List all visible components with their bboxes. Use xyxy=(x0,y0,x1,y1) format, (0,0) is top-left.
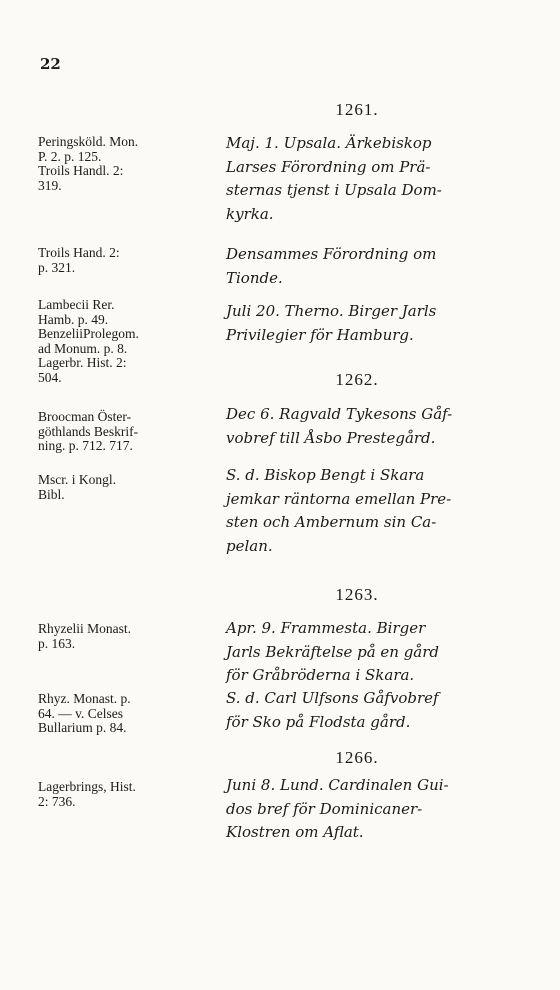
entry-text xyxy=(226,464,522,558)
year-heading: 1262. xyxy=(335,370,379,389)
entry-text xyxy=(226,617,522,688)
entry-date: Juli 20. xyxy=(226,302,280,320)
entry-source-note: Rhyzelii Monast. p. 163. xyxy=(38,621,131,651)
entry-body: Lund. Cardinalen Gui- dos bref för Dominicaner- Klostren om Aflat. xyxy=(226,776,449,841)
entry-date: Juni 8. xyxy=(226,776,276,794)
entry-source-note: Lambecii Rer. Hamb. p. 49. BenzeliiProlegom. ad Monum. p. 8. Lagerbr. Hist. 2: 504. xyxy=(38,297,139,385)
year-heading: 1261. xyxy=(335,100,379,119)
year-heading: 1263. xyxy=(335,585,379,604)
entry-source-note: Rhyz. Monast. p. 64. — v. Celses Bullarium p. 84. xyxy=(38,691,131,735)
entry-body: Therno. Birger Jarls Privilegier för Hamburg. xyxy=(226,302,437,344)
entry-source-note: Troils Hand. 2: p. 321. xyxy=(38,245,120,275)
entry-text xyxy=(226,132,522,226)
entry-date: Maj. 1. xyxy=(226,134,279,152)
entry-body: Densammes Förordning om Tionde. xyxy=(226,245,437,287)
entry-body: Ragvald Tykesons Gåf- vobref till Åsbo Prestegård. xyxy=(226,405,453,447)
entry-source-note: Broocman Öster- göthlands Beskrif- ning. p. 712. 717. xyxy=(38,409,139,453)
entry-body: Frammesta. Birger Jarls Bekräftelse på en gård för Gråbröderna i Skara. xyxy=(226,619,440,684)
entry-date: Apr. 9. xyxy=(226,619,276,637)
entry-text xyxy=(226,403,522,450)
entry-date: S. d. xyxy=(226,689,260,707)
entry-source-note: Lagerbrings, Hist. 2: 736. xyxy=(38,779,136,809)
entry-body: Carl Ulfsons Gåfvobref för Sko på Flodsta gård. xyxy=(226,689,439,731)
year-heading: 1266. xyxy=(335,748,379,767)
entry-body: Upsala. Ärkebiskop Larses Förordning om Prä- sternas tjenst i Upsala Dom- kyrka. xyxy=(226,134,442,223)
entry-body: Biskop Bengt i Skara jemkar räntorna emellan Pre- sten och Ambernum sin Ca- pelan. xyxy=(226,466,452,555)
entry-source-note: Peringsköld. Mon. P. 2. p. 125. Troils Handl. 2: 319. xyxy=(38,134,139,193)
entry-date: Dec 6. xyxy=(226,405,275,423)
entry-text xyxy=(226,774,522,845)
entry-text xyxy=(226,687,522,734)
entry-text xyxy=(226,243,522,290)
entry-date: S. d. xyxy=(226,466,260,484)
entry-text xyxy=(226,300,522,347)
page-number: 22 xyxy=(40,55,61,73)
entry-source-note: Mscr. i Kongl. Bibl. xyxy=(38,472,117,502)
